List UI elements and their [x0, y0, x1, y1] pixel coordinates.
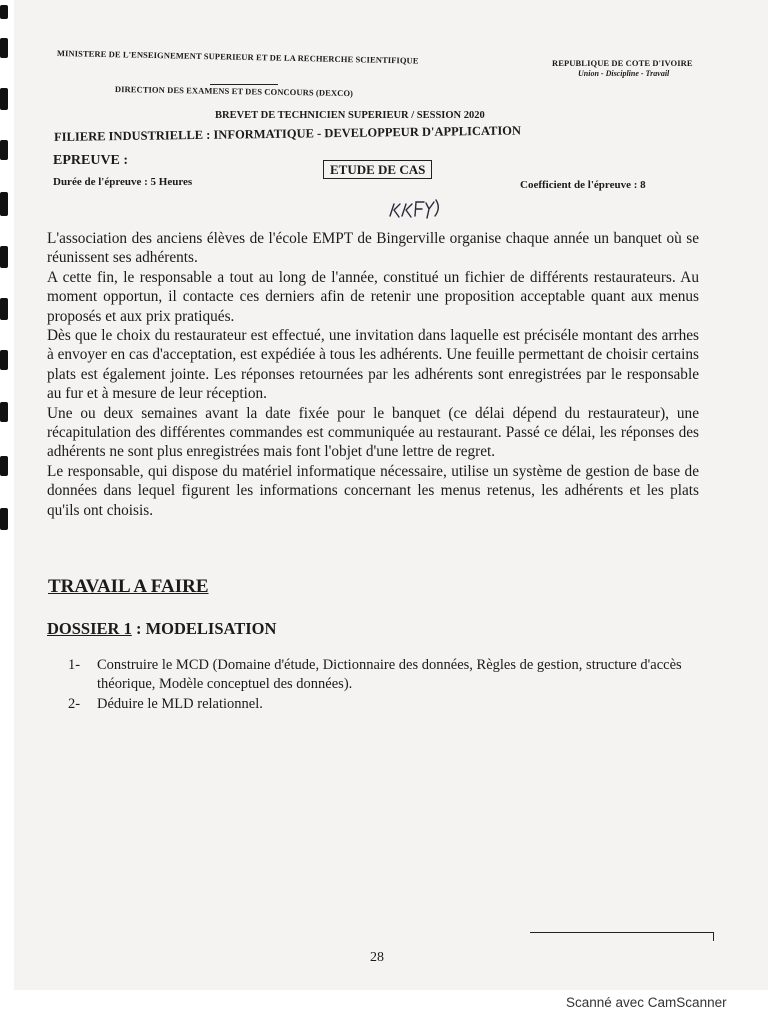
motto-text: Union - Discipline - Travail [578, 69, 670, 78]
binder-mark [0, 350, 8, 370]
binder-mark [0, 508, 8, 530]
question-number: 2- [68, 696, 81, 712]
dossier-title: : MODELISATION [131, 619, 277, 638]
binder-mark [0, 402, 8, 422]
coefficient-text: Coefficient de l'épreuve : 8 [520, 179, 646, 191]
page-number: 28 [370, 950, 384, 965]
binder-mark [0, 88, 8, 110]
case-study-text [47, 229, 699, 520]
question-text: Déduire le MLD relationnel. [97, 696, 263, 712]
ministry-heading: MINISTERE DE L'ENSEIGNEMENT SUPERIEUR ET DE LA RECHERCHE SCIENTIFIQUE [56, 48, 419, 66]
binder-mark [0, 38, 8, 58]
travail-heading: TRAVAIL A FAIRE [48, 576, 209, 597]
binder-mark [0, 192, 8, 216]
duree-text: Durée de l'épreuve : 5 Heures [53, 176, 193, 188]
paragraph: Une ou deux semaines avant la date fixée pour le banquet (ce délai dépend du restaurateur), une récapitulation des différentes commandes est communiquée au restaurant. Passé ce délai, les réponses des adhérents ne sont plus enregistrées mais font l'objet d'une lettre de regret. [47, 404, 699, 461]
question-item [68, 656, 708, 694]
binder-mark [0, 5, 8, 19]
camscanner-watermark: Scanné avec CamScanner [566, 995, 727, 1010]
paragraph: L'association des anciens élèves de l'école EMPT de Bingerville organise chaque année un banquet où se réunissent ses adhérents. [47, 230, 699, 267]
dossier-heading [47, 619, 276, 639]
binder-mark [0, 298, 8, 320]
footer-rule [530, 932, 714, 941]
handwritten-scribble [386, 196, 442, 222]
epreuve-label: EPREUVE : [53, 153, 129, 168]
question-number: 1- [68, 657, 81, 673]
binder-mark [0, 140, 8, 160]
paragraph: A cette fin, le responsable a tout au long de l'année, constitué un fichier de différents restaurateurs. Au moment opportun, il contacte ces derniers afin de retenir une proposition acceptable quant aux menus proposés et aux prix pratiqués. [47, 268, 699, 325]
question-text: Construire le MCD (Domaine d'étude, Dictionnaire des données, Règles de gestion, structure d'accès théorique, Modèle conceptuel des données). [97, 657, 682, 692]
question-item [68, 695, 708, 714]
republic-heading: REPUBLIQUE DE COTE D'IVOIRE [552, 58, 693, 68]
binder-mark [0, 246, 8, 268]
question-list [68, 656, 708, 714]
filiere-line: FILIERE INDUSTRIELLE : INFORMATIQUE - DEVELOPPEUR D'APPLICATION [54, 123, 522, 144]
exam-title: BREVET DE TECHNICIEN SUPERIEUR / SESSION 2020 [215, 110, 485, 121]
paragraph: Dès que le choix du restaurateur est effectué, une invitation dans laquelle est préciséle montant des arrhes à envoyer en cas d'acceptation, est expédiée à tous les adhérents. Une feuille permettant de choisir certains plats est également jointe. Les réponses retournées par les adhérents sont enregistrées par le responsable au fur et à mesure de leur réception. [47, 327, 699, 403]
paragraph: Le responsable, qui dispose du matériel informatique nécessaire, utilise un système de gestion de base de données dans lequel figurent les informations concernant les menus retenus, les adhérents et les plats qu'ils ont choisis. [47, 462, 699, 519]
epreuve-name-box: ETUDE DE CAS [323, 160, 432, 179]
direction-heading: DIRECTION DES EXAMENS ET DES CONCOURS (DEXCO) [114, 84, 354, 99]
binder-mark [0, 456, 8, 476]
dossier-label: DOSSIER 1 [47, 619, 132, 638]
